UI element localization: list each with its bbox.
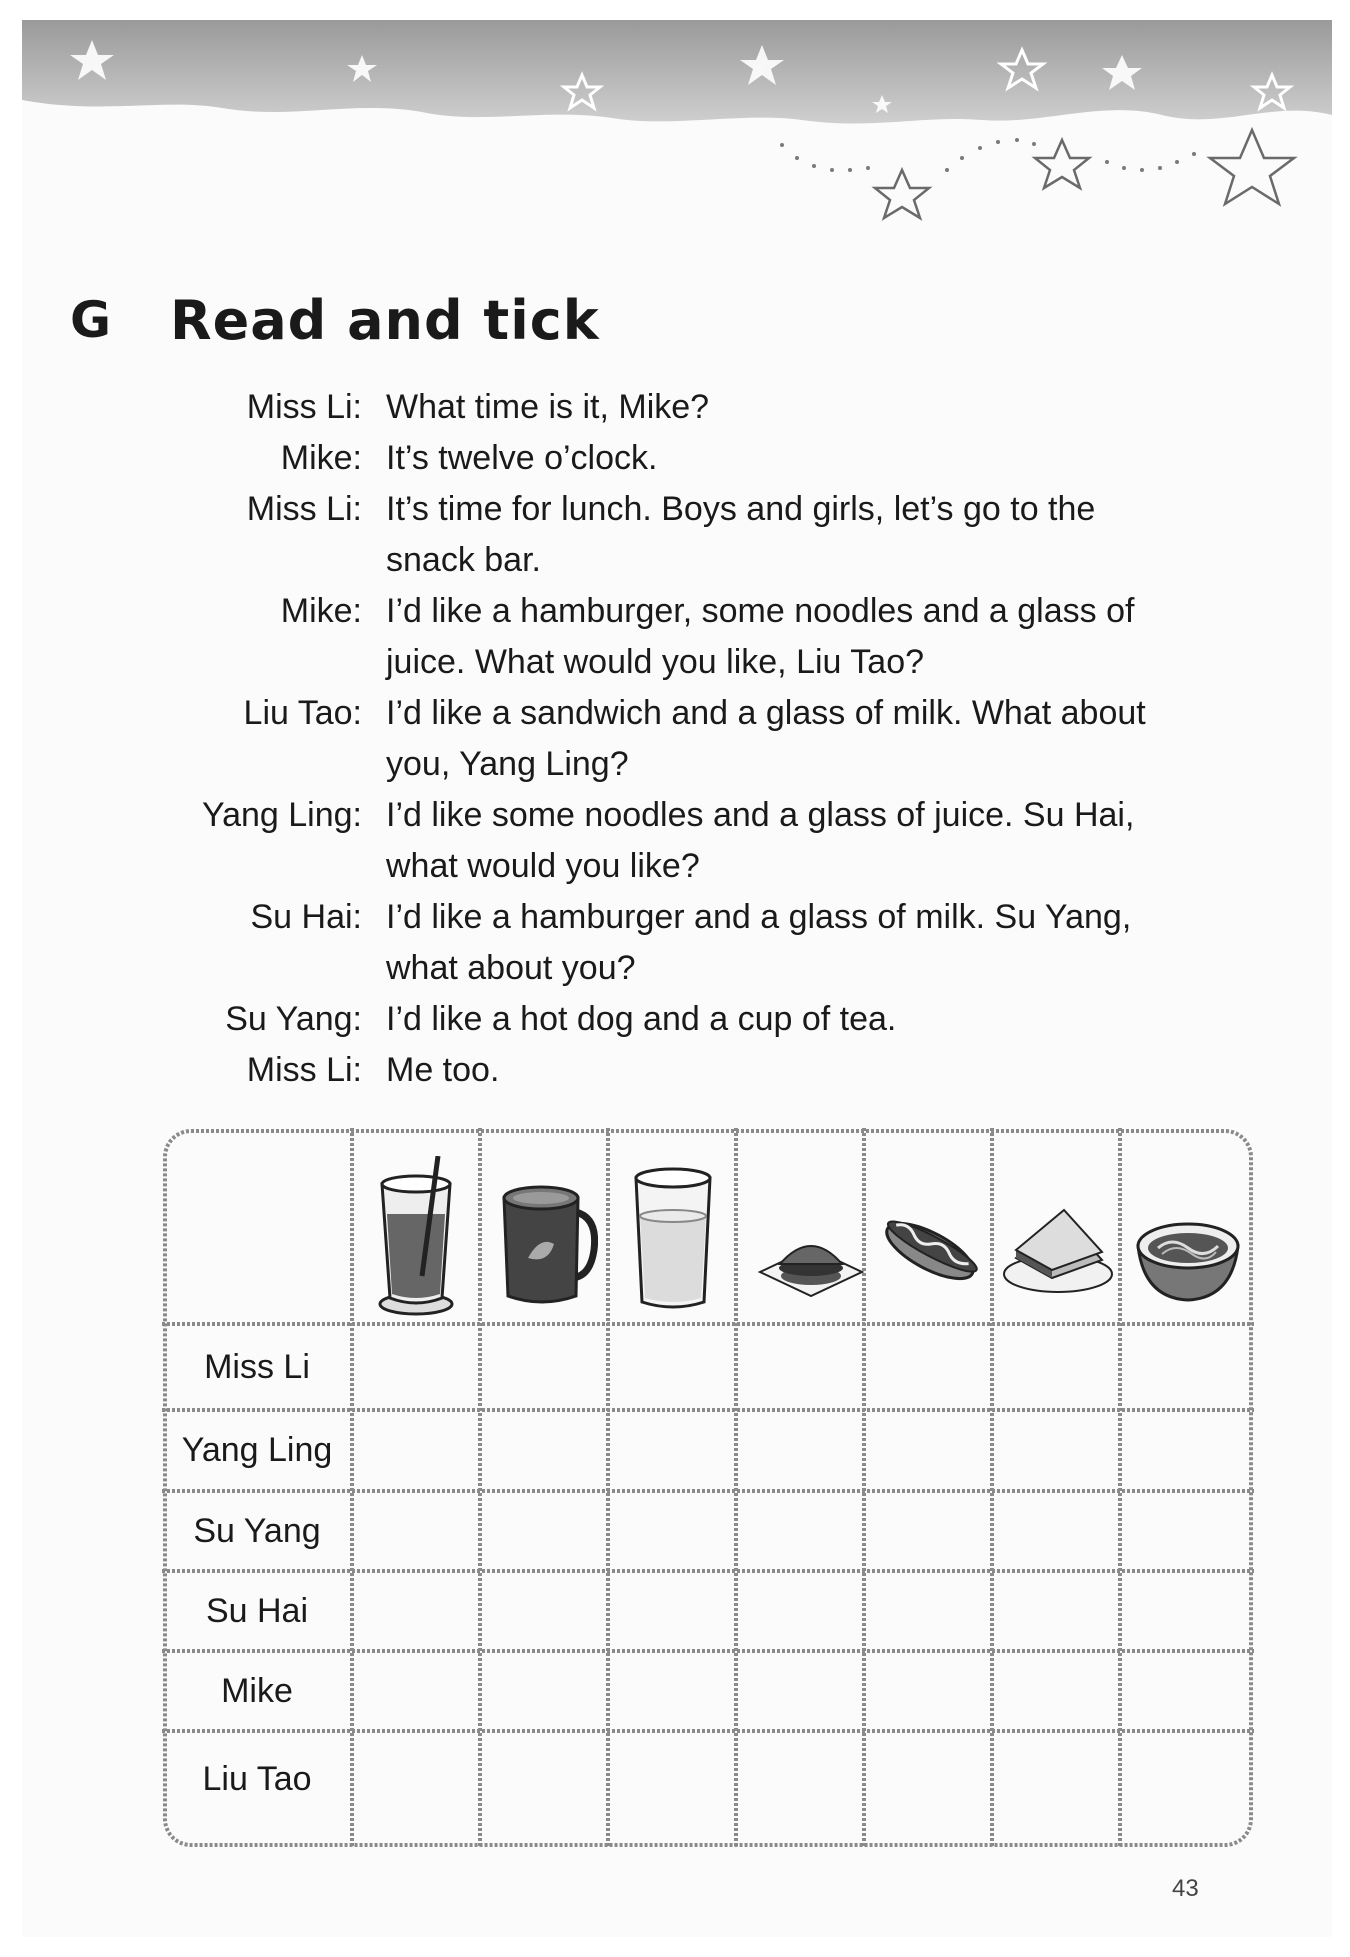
speech-text — [386, 382, 1252, 433]
noodles-bowl-icon — [1132, 1212, 1244, 1304]
tick-cell[interactable] — [484, 1495, 604, 1567]
tick-cell[interactable] — [868, 1575, 988, 1647]
dialogue-line — [152, 1045, 1252, 1096]
tick-cell[interactable] — [612, 1495, 732, 1567]
speech-line: I’d like a hamburger, some noodles and a glass of — [386, 592, 1135, 630]
speaker-name: Miss Li: — [246, 490, 362, 528]
tick-cell[interactable] — [612, 1575, 732, 1647]
section-letter: G — [70, 291, 112, 349]
speech-line: I’d like a hot dog and a cup of tea. — [386, 1000, 897, 1038]
tick-cell[interactable] — [1124, 1655, 1250, 1727]
juice-glass-icon — [376, 1156, 456, 1316]
speech-text — [386, 1045, 1252, 1096]
tick-cell[interactable] — [740, 1735, 860, 1844]
speaker-name: Su Yang: — [225, 1000, 362, 1038]
tick-cell[interactable] — [868, 1328, 988, 1406]
tick-table — [162, 1128, 1254, 1848]
speech-text — [386, 994, 1252, 1045]
speaker-name: Miss Li: — [246, 388, 362, 426]
speaker-name: Miss Li: — [246, 1051, 362, 1089]
tick-cell[interactable] — [612, 1414, 732, 1487]
tick-cell[interactable] — [1124, 1414, 1250, 1487]
tick-cell[interactable] — [612, 1328, 732, 1406]
speech-line: snack bar. — [386, 541, 541, 579]
tick-cell[interactable] — [484, 1655, 604, 1727]
row-label: Mike — [221, 1672, 293, 1710]
dialogue-line — [152, 484, 1252, 586]
tick-cell[interactable] — [996, 1414, 1116, 1487]
speech-text — [386, 790, 1252, 892]
tick-cell[interactable] — [868, 1735, 988, 1844]
row-label: Miss Li — [204, 1348, 310, 1386]
tick-cell[interactable] — [740, 1328, 860, 1406]
speech-line: It’s time for lunch. Boys and girls, let’s go to the — [386, 490, 1096, 528]
dialogue-line — [152, 586, 1252, 688]
dialogue-line — [152, 790, 1252, 892]
tick-cell[interactable] — [484, 1328, 604, 1406]
speech-line: I’d like a sandwich and a glass of milk. What about — [386, 694, 1146, 732]
dialogue-line — [152, 433, 1252, 484]
tick-cell[interactable] — [996, 1655, 1116, 1727]
tick-cell[interactable] — [996, 1575, 1116, 1647]
hot-dog-icon — [878, 1206, 982, 1296]
tick-cell[interactable] — [868, 1495, 988, 1567]
speech-line: you, Yang Ling? — [386, 745, 629, 783]
tick-cell[interactable] — [740, 1575, 860, 1647]
dialogue-line — [152, 382, 1252, 433]
speech-line: What time is it, Mike? — [386, 388, 710, 426]
speaker-name: Mike: — [280, 592, 362, 630]
speech-line: what about you? — [386, 949, 636, 987]
tick-cell[interactable] — [996, 1735, 1116, 1844]
sandwich-icon — [1002, 1208, 1114, 1298]
row-label: Yang Ling — [181, 1431, 333, 1469]
workbook-page — [22, 20, 1332, 1937]
tick-cell[interactable] — [740, 1414, 860, 1487]
dialogue-line — [152, 994, 1252, 1045]
speech-line: juice. What would you like, Liu Tao? — [386, 643, 925, 681]
tick-cell[interactable] — [356, 1495, 476, 1567]
row-label: Su Hai — [205, 1592, 309, 1630]
speech-line: I’d like a hamburger and a glass of milk. Su Yang, — [386, 898, 1132, 936]
tick-cell[interactable] — [868, 1655, 988, 1727]
tick-cell[interactable] — [740, 1495, 860, 1567]
tick-cell[interactable] — [612, 1735, 732, 1844]
tick-cell[interactable] — [484, 1575, 604, 1647]
milk-glass-icon — [630, 1164, 716, 1312]
speech-text — [386, 484, 1252, 586]
speech-line: I’d like some noodles and a glass of juice. Su Hai, — [386, 796, 1135, 834]
tick-cell[interactable] — [356, 1328, 476, 1406]
speaker-name: Mike: — [280, 439, 362, 477]
tick-cell[interactable] — [356, 1655, 476, 1727]
speech-line: Me too. — [386, 1051, 500, 1089]
tick-cell[interactable] — [996, 1495, 1116, 1567]
tick-cell[interactable] — [356, 1735, 476, 1844]
tick-cell[interactable] — [356, 1575, 476, 1647]
speech-text — [386, 586, 1252, 688]
tick-cell[interactable] — [868, 1414, 988, 1487]
tick-cell[interactable] — [356, 1414, 476, 1487]
speech-line: what would you like? — [386, 847, 700, 885]
tick-cell[interactable] — [1124, 1735, 1250, 1844]
dialogue — [152, 382, 1252, 1096]
tick-cell[interactable] — [740, 1655, 860, 1727]
speech-text — [386, 688, 1252, 790]
section-header — [70, 285, 600, 355]
tea-cup-icon — [498, 1178, 598, 1308]
speech-line: It’s twelve o’clock. — [386, 439, 658, 477]
row-label: Su Yang — [193, 1512, 321, 1550]
tick-cell[interactable] — [1124, 1575, 1250, 1647]
speaker-name: Yang Ling: — [201, 796, 362, 834]
row-label: Liu Tao — [202, 1760, 312, 1798]
star-banner — [22, 20, 1332, 260]
page-number: 43 — [1172, 1875, 1199, 1902]
speaker-name: Su Hai: — [250, 898, 362, 936]
tick-cell[interactable] — [996, 1328, 1116, 1406]
section-title: Read and tick — [170, 288, 600, 352]
tick-cell[interactable] — [484, 1414, 604, 1487]
dialogue-line — [152, 892, 1252, 994]
tick-cell[interactable] — [484, 1735, 604, 1844]
tick-cell[interactable] — [1124, 1328, 1250, 1406]
tick-cell[interactable] — [612, 1655, 732, 1727]
tick-cell[interactable] — [1124, 1495, 1250, 1567]
hamburger-icon — [756, 1224, 866, 1304]
speech-text — [386, 433, 1252, 484]
speech-text — [386, 892, 1252, 994]
speaker-name: Liu Tao: — [243, 694, 362, 732]
dialogue-line — [152, 688, 1252, 790]
